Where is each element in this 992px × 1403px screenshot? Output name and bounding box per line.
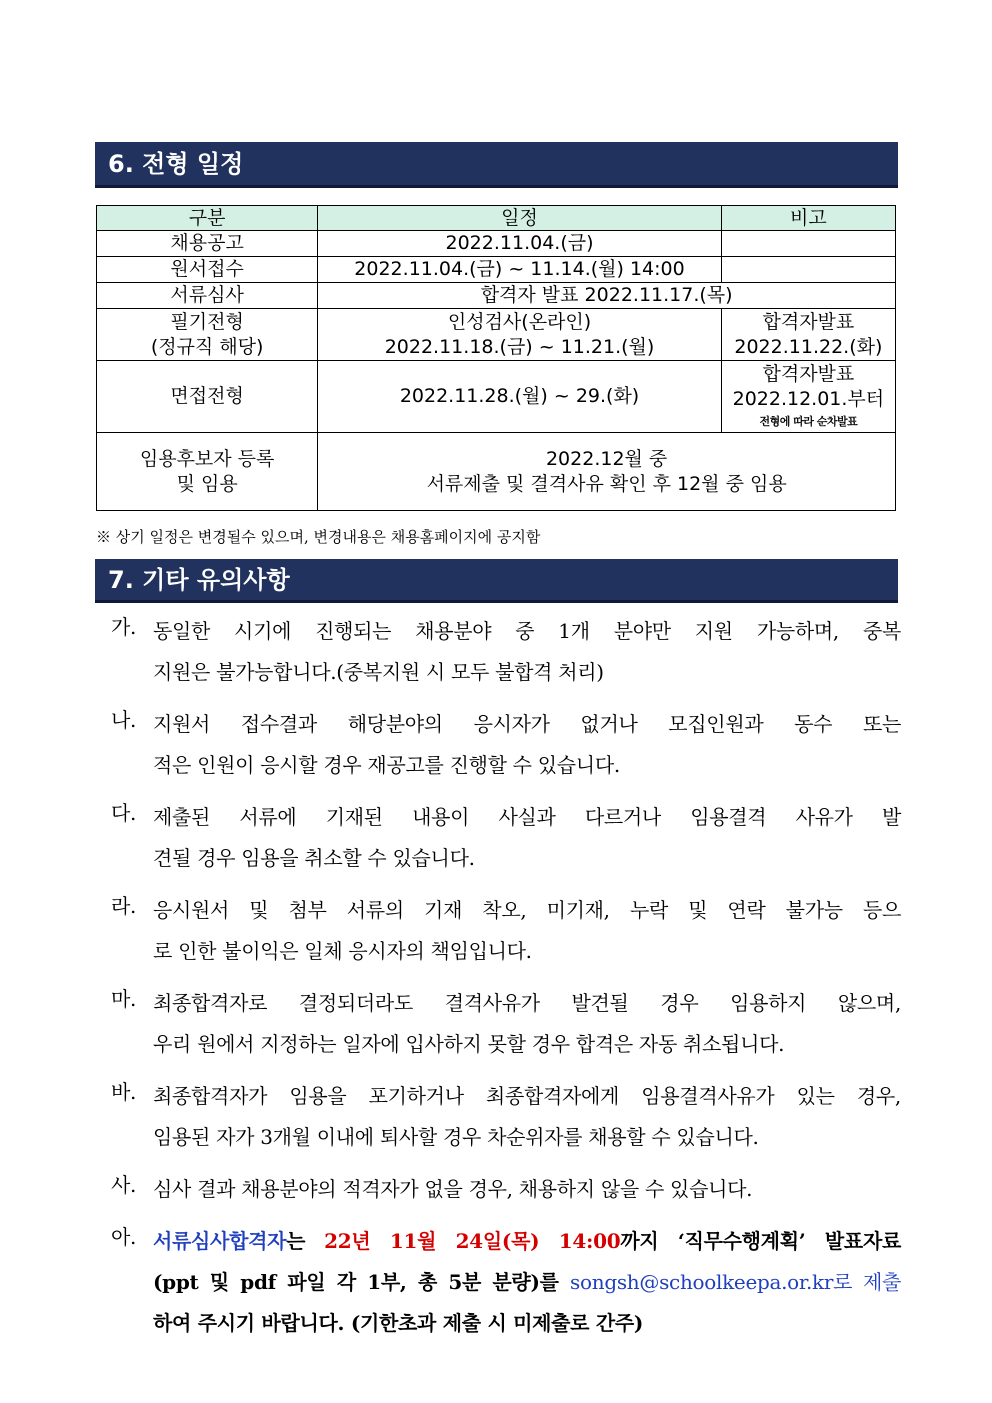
list-item [111, 704, 901, 786]
list-item [111, 1169, 901, 1210]
note-line [153, 1221, 901, 1262]
row-schedule: 2022.11.04.(금) ~ 11.14.(월) 14:00 [318, 257, 722, 283]
line2-pre: (ppt 및 pdf 파일 각 1부, 총 5분 분량)를 [153, 1270, 559, 1294]
row-category [97, 433, 318, 511]
category-line: (정규직 해당) [150, 335, 264, 358]
row-schedule: 2022.11.28.(월) ~ 29.(화) [318, 361, 722, 433]
note-line: 로 인한 불이익은 일체 응시자의 책임입니다. [153, 939, 532, 963]
row-note [721, 231, 895, 257]
note-line: 응시원서 및 첨부 서류의 기재 착오, 미기재, 누락 및 연락 불가능 등으 [153, 898, 901, 922]
note-marker: 가. [111, 615, 137, 639]
note-line: 견될 경우 임용을 취소할 수 있습니다. [153, 846, 475, 870]
row-schedule [318, 309, 722, 361]
note-line: 지원서 접수결과 해당분야의 응시자가 없거나 모집인원과 동수 또는 [153, 712, 901, 736]
list-item [111, 890, 901, 972]
particle-text: 는 [286, 1229, 306, 1253]
table-row [97, 231, 896, 257]
category-line: 필기전형 [170, 310, 244, 333]
note-line: 제출된 서류에 기재된 내용이 사실과 다르거나 임용결격 사유가 발 [153, 805, 901, 829]
note-marker: 아. [111, 1225, 137, 1249]
header-note: 비고 [721, 206, 895, 231]
note-small: 전형에 따라 순차발표 [759, 414, 858, 428]
note-marker: 다. [111, 801, 137, 825]
email-suffix: 로 제출 [833, 1270, 901, 1294]
row-note [721, 309, 895, 361]
table-row [97, 283, 896, 309]
note-line: 지원은 불가능합니다.(중복지원 시 모두 불합격 처리) [153, 660, 604, 684]
row-schedule: 합격자 발표 2022.11.17.(목) [318, 283, 896, 309]
deadline-text: 22년 11월 24일(목) 14:00 [324, 1229, 621, 1253]
schedule-line: 서류제출 및 결격사유 확인 후 12월 중 임용 [426, 472, 787, 495]
row-schedule: 2022.11.04.(금) [318, 231, 722, 257]
table-row [97, 309, 896, 361]
row-schedule [318, 433, 896, 511]
schedule-line: 2022.11.18.(금) ~ 11.21.(월) [384, 335, 655, 358]
schedule-line: 2022.12월 중 [545, 447, 668, 470]
line1-rest: 까지 ‘직무수행계획’ 발표자료 [620, 1229, 901, 1253]
note-line: 하여 주시기 바랍니다. (기한초과 제출 시 미제출로 간주) [153, 1311, 644, 1335]
row-note [721, 361, 895, 433]
list-item [111, 983, 901, 1065]
header-category: 구분 [97, 206, 318, 231]
section-6-header: 6. 전형 일정 [95, 142, 898, 188]
note-line: 합격자발표 [762, 310, 855, 333]
table-row [97, 433, 896, 511]
note-line: 합격자발표 [762, 362, 855, 385]
note-line: 심사 결과 채용분야의 적격자가 없을 경우, 채용하지 않을 수 있습니다. [153, 1177, 753, 1201]
row-category: 원서접수 [97, 257, 318, 283]
header-schedule: 일정 [318, 206, 722, 231]
note-line: 동일한 시기에 진행되는 채용분야 중 1개 분야만 지원 가능하며, 중복 [153, 619, 901, 643]
note-line [153, 1262, 901, 1303]
schedule-table [96, 205, 896, 511]
note-line: 최종합격자로 결정되더라도 결격사유가 발견될 경우 임용하지 않으며, [153, 991, 901, 1015]
note-line: 2022.11.22.(화) [734, 335, 883, 358]
category-line: 및 임용 [176, 472, 238, 495]
note-marker: 나. [111, 708, 137, 732]
section-7-header: 7. 기타 유의사항 [95, 559, 898, 603]
note-marker: 마. [111, 987, 137, 1011]
note-marker: 사. [111, 1173, 137, 1197]
schedule-line: 인성검사(온라인) [447, 310, 592, 333]
list-item [111, 1076, 901, 1158]
target-label: 서류심사합격자 [153, 1229, 287, 1253]
row-category [97, 309, 318, 361]
row-category: 면접전형 [97, 361, 318, 433]
note-line: 최종합격자가 임용을 포기하거나 최종합격자에게 임용결격사유가 있는 경우, [153, 1084, 901, 1108]
list-item [111, 611, 901, 693]
note-line: 우리 원에서 지정하는 일자에 입사하지 못할 경우 합격은 자동 취소됩니다. [153, 1032, 785, 1056]
email-link[interactable]: songsh@schoolkeepa.or.kr [570, 1270, 834, 1294]
category-line: 임용후보자 등록 [139, 447, 275, 470]
note-marker: 라. [111, 894, 137, 918]
note-line: 임용된 자가 3개월 이내에 퇴사할 경우 차순위자를 채용할 수 있습니다. [153, 1125, 759, 1149]
table-header-row [97, 206, 896, 231]
note-line: 2022.12.01.부터 [732, 387, 885, 410]
row-category: 채용공고 [97, 231, 318, 257]
note-line: 적은 인원이 응시할 경우 재공고를 진행할 수 있습니다. [153, 753, 620, 777]
table-row [97, 257, 896, 283]
row-note [721, 257, 895, 283]
notes-list [111, 611, 901, 1355]
list-item [111, 797, 901, 879]
row-category: 서류심사 [97, 283, 318, 309]
list-item [111, 1221, 901, 1344]
note-marker: 바. [111, 1080, 137, 1104]
table-row [97, 361, 896, 433]
schedule-footnote: ※ 상기 일정은 변경될수 있으며, 변경내용은 채용홈페이지에 공지함 [96, 528, 541, 546]
